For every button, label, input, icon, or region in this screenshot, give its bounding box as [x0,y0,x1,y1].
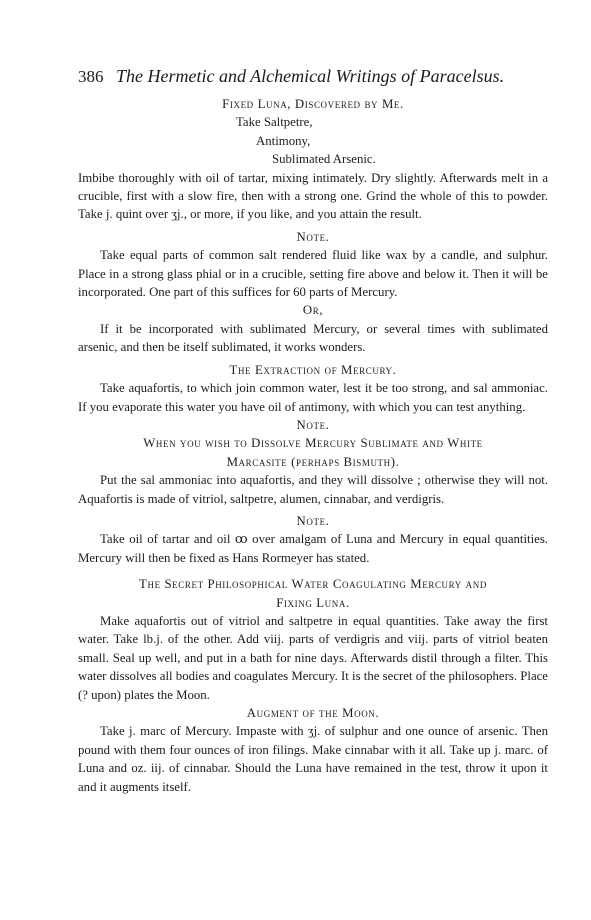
heading-or: Or, [302,303,324,318]
paragraph-note-tartar: Take oil of tartar and oil ꝏ over amalgam of Luna and Mercury in equal quantities. Mercury will then be fixed as Hans Rormeyer has stated. [78,532,548,565]
heading-note: Note. [296,229,330,244]
ingredient-item: Sublimated Arsenic. [272,152,376,167]
heading-dissolve-mercury: When you wish to Dissolve Mercury Sublimate and White [143,436,483,451]
paragraph-or: If it be incorporated with sublimated Mercury, or several times with sublimated arsenic, and then be itself sublimated, it works wonders. [78,321,548,355]
paragraph-extraction: Take aquafortis, to which join common water, lest it be too strong, and sal ammoniac. If you evaporate this water you have oil of antimony, with which you can test anything. [78,381,548,414]
heading-augment-of-moon: Augment of the Moon. [246,706,380,720]
heading-note: Note. [296,513,330,528]
heading-extraction-of-mercury: The Extraction of Mercury. [229,362,397,377]
page-number: 386 [78,67,104,86]
paragraph-fixed-luna: Imbibe thoroughly with oil of tartar, mixing intimately. Dry slightly. Afterwards melt in a crucible, first with a slow fire, then with a strong one. Grind the whole of this to powder. Take j. quint over ʒj., or more, if you like, and you attain the result. [78,170,548,222]
ingredient-item: Take Saltpetre, [236,115,313,130]
ingredient-list [78,113,548,168]
heading-secret-water-cont: Fixing Luna. [276,595,350,610]
paragraph-note-salt: Take equal parts of common salt rendered fluid like wax by a candle, and sulphur. Place in a strong glass phial or in a crucible, setting fire above and below it. Then it will be incorporated. One part of this suffices for 60 parts of Mercury. [78,248,548,300]
heading-note: Note. [296,417,330,432]
ingredient-item: Antimony, [256,133,311,148]
heading-fixed-luna: Fixed Luna, Discovered by Me. [222,97,404,111]
page-body [78,95,548,796]
heading-secret-water: The Secret Philosophical Water Coagulating Mercury and [139,577,487,592]
running-header [78,66,548,87]
paragraph-secret-water: Make aquafortis out of vitriol and saltpetre in equal quantities. Take away the first water. Take lb.j. of the other. Add viij. parts of verdigris and viij. parts of vitriol beaten small. Seal up well, and put in a bath for nine days. Afterwards distil through a filter. This water dissolves all bodies and coagulates Mercury. It is the secret of the philosophers. Place (? upon) plates the Moon. [78,613,548,702]
paragraph-augment: Take j. marc of Mercury. Impaste with ʒj. of sulphur and one ounce of arsenic. Then pound with them four ounces of iron filings. Make cinnabar with it all. Take up j. marc. of Luna and oz. iij. of cinnabar. Should the Luna have remained in the test, throw it upon it and it augments itself. [78,724,548,794]
running-title: The Hermetic and Alchemical Writings of Paracelsus. [116,66,505,86]
paragraph-dissolve: Put the sal ammoniac into aquafortis, and they will dissolve ; otherwise they will not. Aquafortis is made of vitriol, saltpetre, alumen, cinnabar, and verdigris. [78,473,548,506]
heading-dissolve-mercury-cont: Marcasite (perhaps Bismuth). [226,454,400,469]
